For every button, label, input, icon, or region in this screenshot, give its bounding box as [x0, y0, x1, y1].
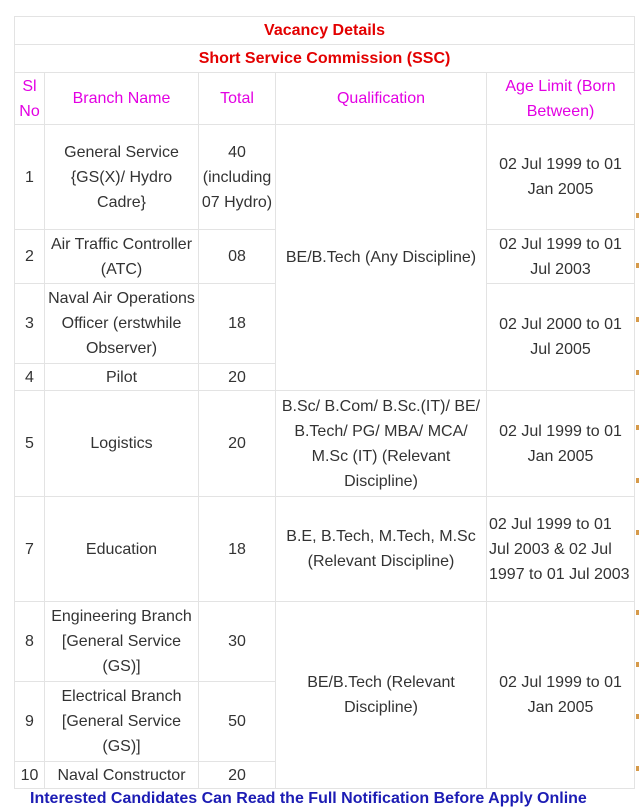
- qualification-cell: B.E, B.Tech, M.Tech, M.Sc (Relevant Discipline): [276, 497, 487, 602]
- table-top-strip: [14, 0, 634, 17]
- header-row: [15, 73, 635, 125]
- branch-cell: Naval Constructor: [45, 762, 199, 789]
- age-cell: 02 Jul 1999 to 01 Jul 2003: [487, 230, 635, 284]
- branch-cell: Air Traffic Controller (ATC): [45, 230, 199, 284]
- branch-cell: Naval Air Operations Officer (erstwhile Observer): [45, 284, 199, 364]
- table-row: [15, 602, 635, 682]
- qualification-cell: B.Sc/ B.Com/ B.Sc.(IT)/ BE/ B.Tech/ PG/ MBA/ MCA/ M.Sc (IT) (Relevant Discipline): [276, 391, 487, 497]
- branch-cell: Pilot: [45, 364, 199, 391]
- header-total: Total: [199, 73, 276, 125]
- sl-cell: 8: [15, 602, 45, 682]
- total-cell: 40 (including 07 Hydro): [199, 125, 276, 230]
- age-cell: 02 Jul 1999 to 01 Jul 2003 & 02 Jul 1997 to 01 Jul 2003: [487, 497, 635, 602]
- sl-cell: 1: [15, 125, 45, 230]
- header-branch-name: Branch Name: [45, 73, 199, 125]
- total-cell: 20: [199, 762, 276, 789]
- age-cell: 02 Jul 2000 to 01 Jul 2005: [487, 284, 635, 391]
- branch-cell: Logistics: [45, 391, 199, 497]
- age-cell: 02 Jul 1999 to 01 Jan 2005: [487, 125, 635, 230]
- total-cell: 18: [199, 284, 276, 364]
- age-cell: 02 Jul 1999 to 01 Jan 2005: [487, 391, 635, 497]
- table-subtitle: Short Service Commission (SSC): [15, 45, 635, 73]
- sl-cell: 9: [15, 682, 45, 762]
- branch-cell: General Service {GS(X)/ Hydro Cadre}: [45, 125, 199, 230]
- header-age-limit: Age Limit (Born Between): [487, 73, 635, 125]
- header-sl-no: Sl No: [15, 73, 45, 125]
- sl-cell: 2: [15, 230, 45, 284]
- total-cell: 08: [199, 230, 276, 284]
- branch-cell: Engineering Branch [General Service (GS)]: [45, 602, 199, 682]
- sl-cell: 5: [15, 391, 45, 497]
- table-row: [15, 391, 635, 497]
- sl-cell: 10: [15, 762, 45, 789]
- total-cell: 20: [199, 391, 276, 497]
- branch-cell: Electrical Branch [General Service (GS)]: [45, 682, 199, 762]
- sl-cell: 7: [15, 497, 45, 602]
- scroll-edge-marks: [634, 0, 639, 803]
- table-title: Vacancy Details: [15, 17, 635, 45]
- sl-cell: 3: [15, 284, 45, 364]
- qualification-cell: BE/B.Tech (Relevant Discipline): [276, 602, 487, 789]
- age-cell: 02 Jul 1999 to 01 Jan 2005: [487, 602, 635, 789]
- header-qualification: Qualification: [276, 73, 487, 125]
- branch-cell: Education: [45, 497, 199, 602]
- total-cell: 50: [199, 682, 276, 762]
- qualification-cell: BE/B.Tech (Any Discipline): [276, 125, 487, 391]
- total-cell: 20: [199, 364, 276, 391]
- total-cell: 30: [199, 602, 276, 682]
- table-row: [15, 125, 635, 230]
- table-row: [15, 497, 635, 602]
- vacancy-table: [14, 16, 635, 789]
- total-cell: 18: [199, 497, 276, 602]
- footer-notice: Interested Candidates Can Read the Full Notification Before Apply Online: [30, 790, 587, 807]
- sl-cell: 4: [15, 364, 45, 391]
